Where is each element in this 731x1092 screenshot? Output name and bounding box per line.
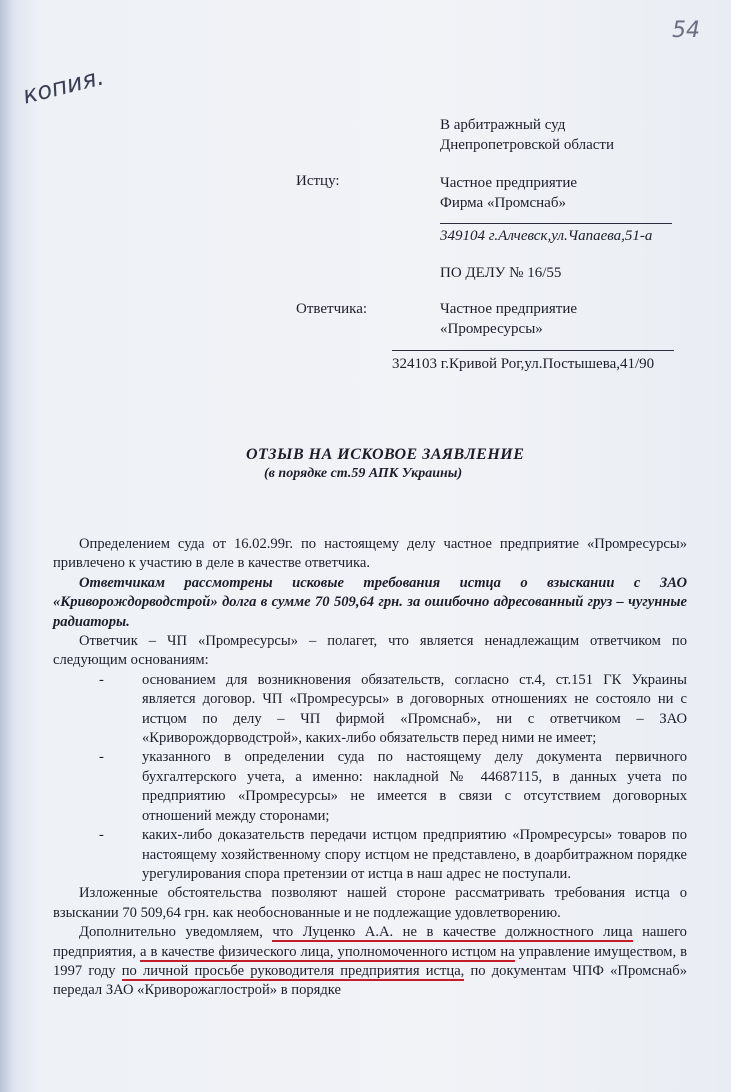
document-body (53, 535, 687, 1001)
paragraph-3: Ответчик – ЧП «Промресурсы» – полагет, что является ненадлежащим ответчиком по следующим основаниям: (53, 633, 687, 669)
paragraph-5: Дополнительно уведомляем, что Луценко А.А. не в качестве должностного лица нашего предприятия, а в качестве физического лица, уполномоченного истцом на управление имуществом, в 1997 году по личной просьбе руководителя предприятия истца, по документам ЧПФ «Промснаб» передал ЗАО «Криворожаглострой» в порядке (53, 924, 687, 999)
defendant-line2: «Промресурсы» (440, 321, 543, 337)
plaintiff-rule (440, 223, 672, 224)
paragraph-4: Изложенные обстоятельства позволяют нашей стороне рассматривать требования истца о взыскании 70 509,64 грн. как необоснованные и не подлежащие удовлетворению. (53, 885, 687, 921)
paragraph-1: Определением суда от 16.02.99г. по настоящему делу частное предприятие «Промресурсы» привлечено к участию в деле в качестве ответчика. (53, 536, 687, 572)
document-subtitle: (в порядке ст.59 АПК Украины) (264, 466, 463, 481)
case-number: ПО ДЕЛУ № 16/55 (440, 265, 562, 281)
plaintiff-line2: Фирма «Промснаб» (440, 195, 566, 211)
plaintiff-label: Истцу: (296, 173, 340, 189)
list-item: - указанного в определении суда по настоящему делу документа первичного бухгалтерского учета, а именно: накладной № 44687115, в данных учета по предприятию «Промресурсы» не имеется в связи с отсутствием договорных отношений между сторонами; (99, 749, 687, 824)
red-underline-3: по личной просьбе руководителя предприятия истца, (121, 962, 465, 979)
grounds-list (99, 671, 687, 884)
handwritten-note: копия. (19, 62, 107, 110)
list-item: - каких-либо доказательств передачи истцом предприятию «Промресурсы» товаров по настоящему хозяйственному спору истцом не представлено, в доарбитражном порядке урегулирования спора претензии от истца в наш адрес не поступали. (99, 827, 687, 882)
plaintiff-line1: Частное предприятие (440, 175, 578, 191)
addressee-line2: Днепропетровской области (440, 137, 614, 153)
plaintiff-address: 349104 г.Алчевск,ул.Чапаева,51-а (440, 228, 653, 244)
defendant-label: Ответчика: (296, 301, 368, 317)
defendant-address: 324103 г.Кривой Рог,ул.Постышева,41/90 (392, 356, 655, 372)
document-title: ОТЗЫВ НА ИСКОВОЕ ЗАЯВЛЕНИЕ (246, 446, 525, 463)
defendant-rule (392, 350, 674, 351)
red-underline-2: а в качестве физического лица, уполномоченного истцом на (140, 943, 515, 960)
page-number: 54 (672, 18, 700, 43)
addressee-line1: В арбитражный суд (440, 117, 566, 133)
paragraph-2: Ответчикам рассмотрены исковые требования истца о взыскании с ЗАО «Криворождорводстрой» долга в сумме 70 509,64 грн. за ошибочно адресованный груз – чугунные радиаторы. (53, 574, 687, 630)
defendant-line1: Частное предприятие (440, 301, 578, 317)
list-item: - основанием для возникновения обязательств, согласно ст.4, ст.151 ГК Украины является договор. ЧП «Промресурсы» в договорных отношениях не состояло ни с истцом по делу – ЧП фирмой «Промснаб», ни с ответчиком – ЗАО «Криворождорводстрой», каких-либо обязательств перед ними не имеет; (99, 671, 687, 747)
red-underline-1: что Луценко А.А. не в качестве должностного лица (272, 924, 633, 941)
